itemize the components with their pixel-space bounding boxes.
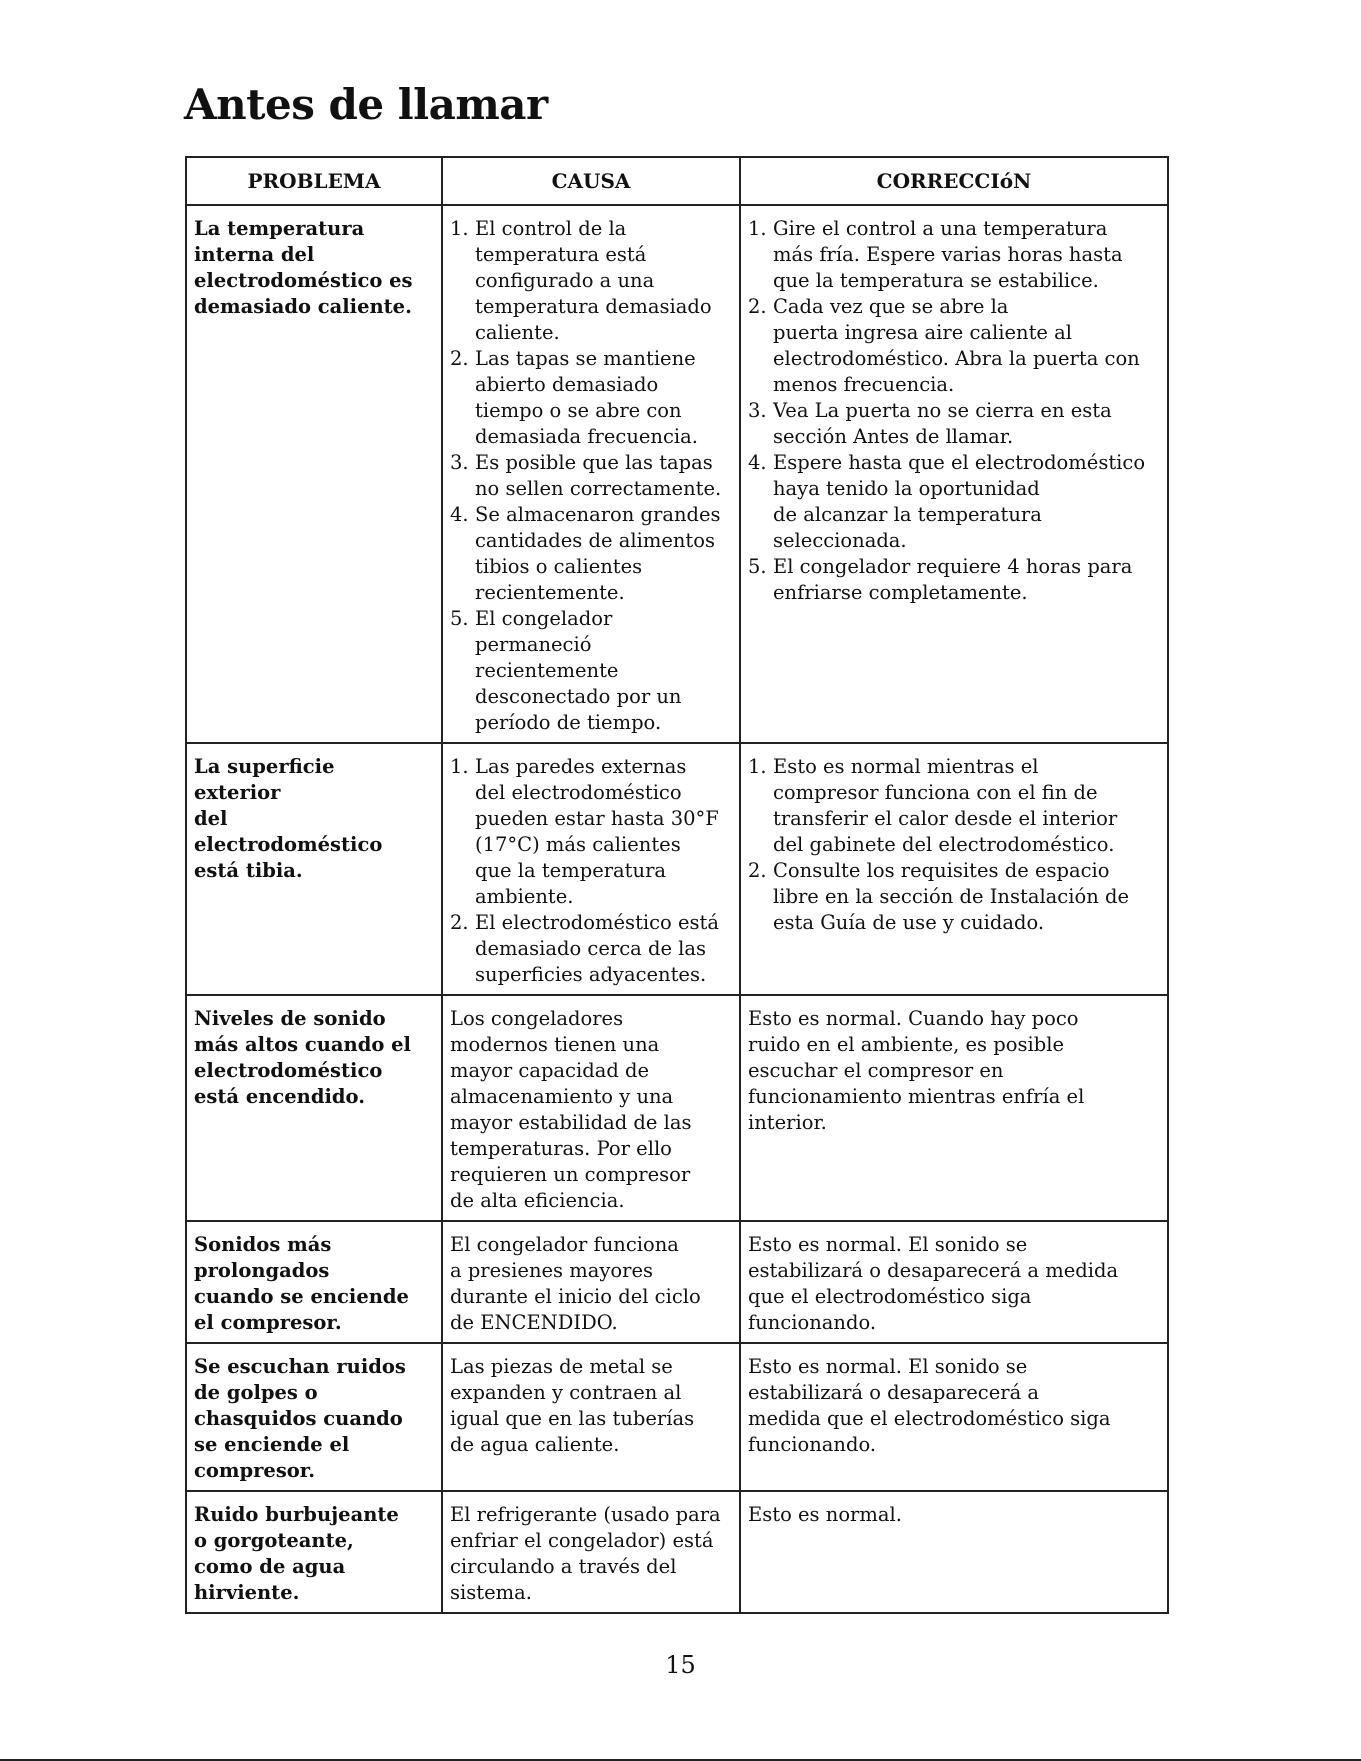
cause-cell xyxy=(442,743,740,995)
troubleshooting-table xyxy=(185,156,1169,1614)
item-number: 2. xyxy=(748,295,767,318)
text-line: requieren un compresor xyxy=(450,1163,691,1186)
text-line: funcionamiento mientras enfría el xyxy=(748,1085,1085,1108)
item-text xyxy=(475,450,733,502)
text-line: ruido en el ambiente, es posible xyxy=(748,1033,1064,1056)
item-line: sección Antes de llamar. xyxy=(773,425,1014,448)
numbered-item xyxy=(450,346,733,450)
item-line: haya tenido la oportunidad xyxy=(773,477,1040,500)
item-line: pueden estar hasta 30°F xyxy=(475,807,719,830)
item-line: Esto es normal mientras el xyxy=(773,755,1039,778)
text-line: Esto es normal. xyxy=(748,1503,902,1526)
text-line: El refrigerante (usado para xyxy=(450,1503,721,1526)
text-line: circulando a través del xyxy=(450,1555,677,1578)
item-number: 2. xyxy=(450,347,469,370)
item-number: 4. xyxy=(748,451,767,474)
text-line: interior. xyxy=(748,1111,827,1134)
problem-line: hirviente. xyxy=(194,1581,300,1604)
item-line: demasiado cerca de las xyxy=(475,937,707,960)
item-line: temperatura demasiado xyxy=(475,295,712,318)
item-line: no sellen correctamente. xyxy=(475,477,722,500)
text-line: almacenamiento y una xyxy=(450,1085,674,1108)
item-text xyxy=(475,910,733,988)
correction-cell xyxy=(740,205,1168,743)
problem-line: Ruido burbujeante xyxy=(194,1503,399,1526)
text-line: estabilizará o desaparecerá a xyxy=(748,1381,1040,1404)
item-line: recientemente. xyxy=(475,581,625,604)
item-line: ambiente. xyxy=(475,885,574,908)
item-line: El control de la xyxy=(475,217,627,240)
text-line: de alta eficiencia. xyxy=(450,1189,625,1212)
item-text xyxy=(773,398,1161,450)
item-line: libre en la sección de Instalación de xyxy=(773,885,1129,908)
text-line: Esto es normal. El sonido se xyxy=(748,1355,1028,1378)
page-title: Antes de llamar xyxy=(184,80,548,129)
item-line: demasiada frecuencia. xyxy=(475,425,698,448)
problem-line: Sonidos más xyxy=(194,1233,332,1256)
table-row xyxy=(186,1491,1168,1613)
numbered-item xyxy=(450,754,733,910)
problem-line: electrodoméstico xyxy=(194,833,383,856)
cause-cell xyxy=(442,1221,740,1343)
problem-line: interna del xyxy=(194,243,315,266)
text-line: modernos tienen una xyxy=(450,1033,660,1056)
text-line: escuchar el compresor en xyxy=(748,1059,1004,1082)
cause-cell xyxy=(442,995,740,1221)
item-line: enfriarse completamente. xyxy=(773,581,1028,604)
numbered-item xyxy=(450,606,733,736)
table-row xyxy=(186,743,1168,995)
numbered-item xyxy=(748,450,1161,554)
numbered-item xyxy=(748,216,1161,294)
item-text xyxy=(773,754,1161,858)
item-line: Consulte los requisites de espacio xyxy=(773,859,1110,882)
item-line: período de tiempo. xyxy=(475,711,662,734)
problem-line: está tibia. xyxy=(194,859,303,882)
text-line: funcionando. xyxy=(748,1433,877,1456)
item-text xyxy=(475,216,733,346)
problem-line: de golpes o xyxy=(194,1381,318,1404)
text-line: mayor estabilidad de las xyxy=(450,1111,692,1134)
problem-line: electrodoméstico xyxy=(194,1059,383,1082)
item-line: más fría. Espere varias horas hasta xyxy=(773,243,1123,266)
correction-cell xyxy=(740,1221,1168,1343)
numbered-item xyxy=(748,858,1161,936)
table-row xyxy=(186,205,1168,743)
item-number: 1. xyxy=(450,217,469,240)
header-correccion: CORRECCIóN xyxy=(740,157,1168,205)
item-line: Las paredes externas xyxy=(475,755,687,778)
item-line: transferir el calor desde el interior xyxy=(773,807,1118,830)
text-line: Esto es normal. Cuando hay poco xyxy=(748,1007,1079,1030)
numbered-item xyxy=(748,294,1161,398)
item-line: permaneció xyxy=(475,633,592,656)
problem-line: el compresor. xyxy=(194,1311,342,1334)
problem-line: electrodoméstico es xyxy=(194,269,413,292)
item-number: 2. xyxy=(748,859,767,882)
item-line: electrodoméstico. Abra la puerta con xyxy=(773,347,1140,370)
problem-cell xyxy=(186,1343,442,1491)
problem-cell xyxy=(186,995,442,1221)
table-row xyxy=(186,1343,1168,1491)
table-row xyxy=(186,1221,1168,1343)
item-text xyxy=(475,754,733,910)
item-line: puerta ingresa aire caliente al xyxy=(773,321,1073,344)
problem-line: Se escuchan ruidos xyxy=(194,1355,406,1378)
item-text xyxy=(773,294,1161,398)
item-number: 3. xyxy=(450,451,469,474)
item-line: Gire el control a una temperatura xyxy=(773,217,1108,240)
item-line: del electrodoméstico xyxy=(475,781,682,804)
problem-line: Niveles de sonido xyxy=(194,1007,386,1030)
item-line: seleccionada. xyxy=(773,529,907,552)
item-line: que la temperatura se estabilice. xyxy=(773,269,1099,292)
item-text xyxy=(475,346,733,450)
text-line: medida que el electrodoméstico siga xyxy=(748,1407,1111,1430)
item-number: 2. xyxy=(450,911,469,934)
correction-cell xyxy=(740,1491,1168,1613)
text-line: estabilizará o desaparecerá a medida xyxy=(748,1259,1119,1282)
text-line: que el electrodoméstico siga xyxy=(748,1285,1032,1308)
header-causa: CAUSA xyxy=(442,157,740,205)
problem-line: más altos cuando el xyxy=(194,1033,411,1056)
numbered-item xyxy=(450,216,733,346)
item-line: Las tapas se mantiene xyxy=(475,347,696,370)
table-row xyxy=(186,995,1168,1221)
cause-cell xyxy=(442,205,740,743)
problem-line: demasiado caliente. xyxy=(194,295,412,318)
item-line: compresor funciona con el fin de xyxy=(773,781,1098,804)
header-problema: PROBLEMA xyxy=(186,157,442,205)
problem-cell xyxy=(186,1491,442,1613)
item-line: (17°C) más calientes xyxy=(475,833,681,856)
item-line: Cada vez que se abre la xyxy=(773,295,1009,318)
text-line: Las piezas de metal se xyxy=(450,1355,673,1378)
item-line: configurado a una xyxy=(475,269,655,292)
item-line: tibios o calientes xyxy=(475,555,643,578)
item-line: caliente. xyxy=(475,321,560,344)
item-line: desconectado por un xyxy=(475,685,682,708)
text-line: de ENCENDIDO. xyxy=(450,1311,618,1334)
text-line: mayor capacidad de xyxy=(450,1059,650,1082)
problem-cell xyxy=(186,743,442,995)
text-line: igual que en las tuberías xyxy=(450,1407,695,1430)
cause-cell xyxy=(442,1343,740,1491)
item-line: de alcanzar la temperatura xyxy=(773,503,1042,526)
problem-line: La temperatura xyxy=(194,217,365,240)
problem-line: La superficie xyxy=(194,755,335,778)
item-line: menos frecuencia. xyxy=(773,373,955,396)
text-line: enfriar el congelador) está xyxy=(450,1529,714,1552)
item-number: 5. xyxy=(748,555,767,578)
numbered-item xyxy=(748,754,1161,858)
item-text xyxy=(773,216,1161,294)
text-line: a presienes mayores xyxy=(450,1259,653,1282)
text-line: sistema. xyxy=(450,1581,532,1604)
page-number: 15 xyxy=(665,1651,696,1679)
item-number: 5. xyxy=(450,607,469,630)
item-line: cantidades de alimentos xyxy=(475,529,716,552)
item-line: superficies adyacentes. xyxy=(475,963,707,986)
item-number: 1. xyxy=(748,217,767,240)
item-line: recientemente xyxy=(475,659,619,682)
problem-line: exterior xyxy=(194,781,281,804)
numbered-item xyxy=(450,502,733,606)
item-line: Vea La puerta no se cierra en esta xyxy=(773,399,1112,422)
problem-line: está encendido. xyxy=(194,1085,365,1108)
item-text xyxy=(475,502,733,606)
item-number: 1. xyxy=(748,755,767,778)
text-line: expanden y contraen al xyxy=(450,1381,682,1404)
item-line: que la temperatura xyxy=(475,859,667,882)
item-text xyxy=(773,450,1161,554)
table-header-row xyxy=(186,157,1168,205)
item-text xyxy=(773,858,1161,936)
item-text xyxy=(773,554,1161,606)
numbered-item xyxy=(450,910,733,988)
item-line: Es posible que las tapas xyxy=(475,451,713,474)
correction-cell xyxy=(740,995,1168,1221)
problem-line: cuando se enciende xyxy=(194,1285,409,1308)
cause-cell xyxy=(442,1491,740,1613)
problem-line: del xyxy=(194,807,228,830)
item-line: El congelador xyxy=(475,607,613,630)
item-line: Se almacenaron grandes xyxy=(475,503,721,526)
problem-line: se enciende el xyxy=(194,1433,350,1456)
item-number: 3. xyxy=(748,399,767,422)
text-line: de agua caliente. xyxy=(450,1433,620,1456)
item-line: El electrodoméstico está xyxy=(475,911,720,934)
item-number: 1. xyxy=(450,755,469,778)
text-line: temperaturas. Por ello xyxy=(450,1137,672,1160)
numbered-item xyxy=(748,398,1161,450)
text-line: Esto es normal. El sonido se xyxy=(748,1233,1028,1256)
problem-line: chasquidos cuando xyxy=(194,1407,403,1430)
text-line: Los congeladores xyxy=(450,1007,624,1030)
problem-cell xyxy=(186,205,442,743)
item-line: del gabinete del electrodoméstico. xyxy=(773,833,1115,856)
numbered-item xyxy=(748,554,1161,606)
problem-cell xyxy=(186,1221,442,1343)
text-line: El congelador funciona xyxy=(450,1233,679,1256)
item-number: 4. xyxy=(450,503,469,526)
item-text xyxy=(475,606,733,736)
item-line: abierto demasiado xyxy=(475,373,659,396)
problem-line: como de agua xyxy=(194,1555,346,1578)
problem-line: prolongados xyxy=(194,1259,330,1282)
text-line: funcionando. xyxy=(748,1311,877,1334)
item-line: El congelador requiere 4 horas para xyxy=(773,555,1133,578)
item-line: tiempo o se abre con xyxy=(475,399,682,422)
problem-line: o gorgoteante, xyxy=(194,1529,354,1552)
correction-cell xyxy=(740,743,1168,995)
item-line: esta Guía de use y cuidado. xyxy=(773,911,1045,934)
numbered-item xyxy=(450,450,733,502)
text-line: durante el inicio del ciclo xyxy=(450,1285,701,1308)
correction-cell xyxy=(740,1343,1168,1491)
problem-line: compresor. xyxy=(194,1459,316,1482)
item-line: temperatura está xyxy=(475,243,647,266)
item-line: Espere hasta que el electrodoméstico xyxy=(773,451,1146,474)
